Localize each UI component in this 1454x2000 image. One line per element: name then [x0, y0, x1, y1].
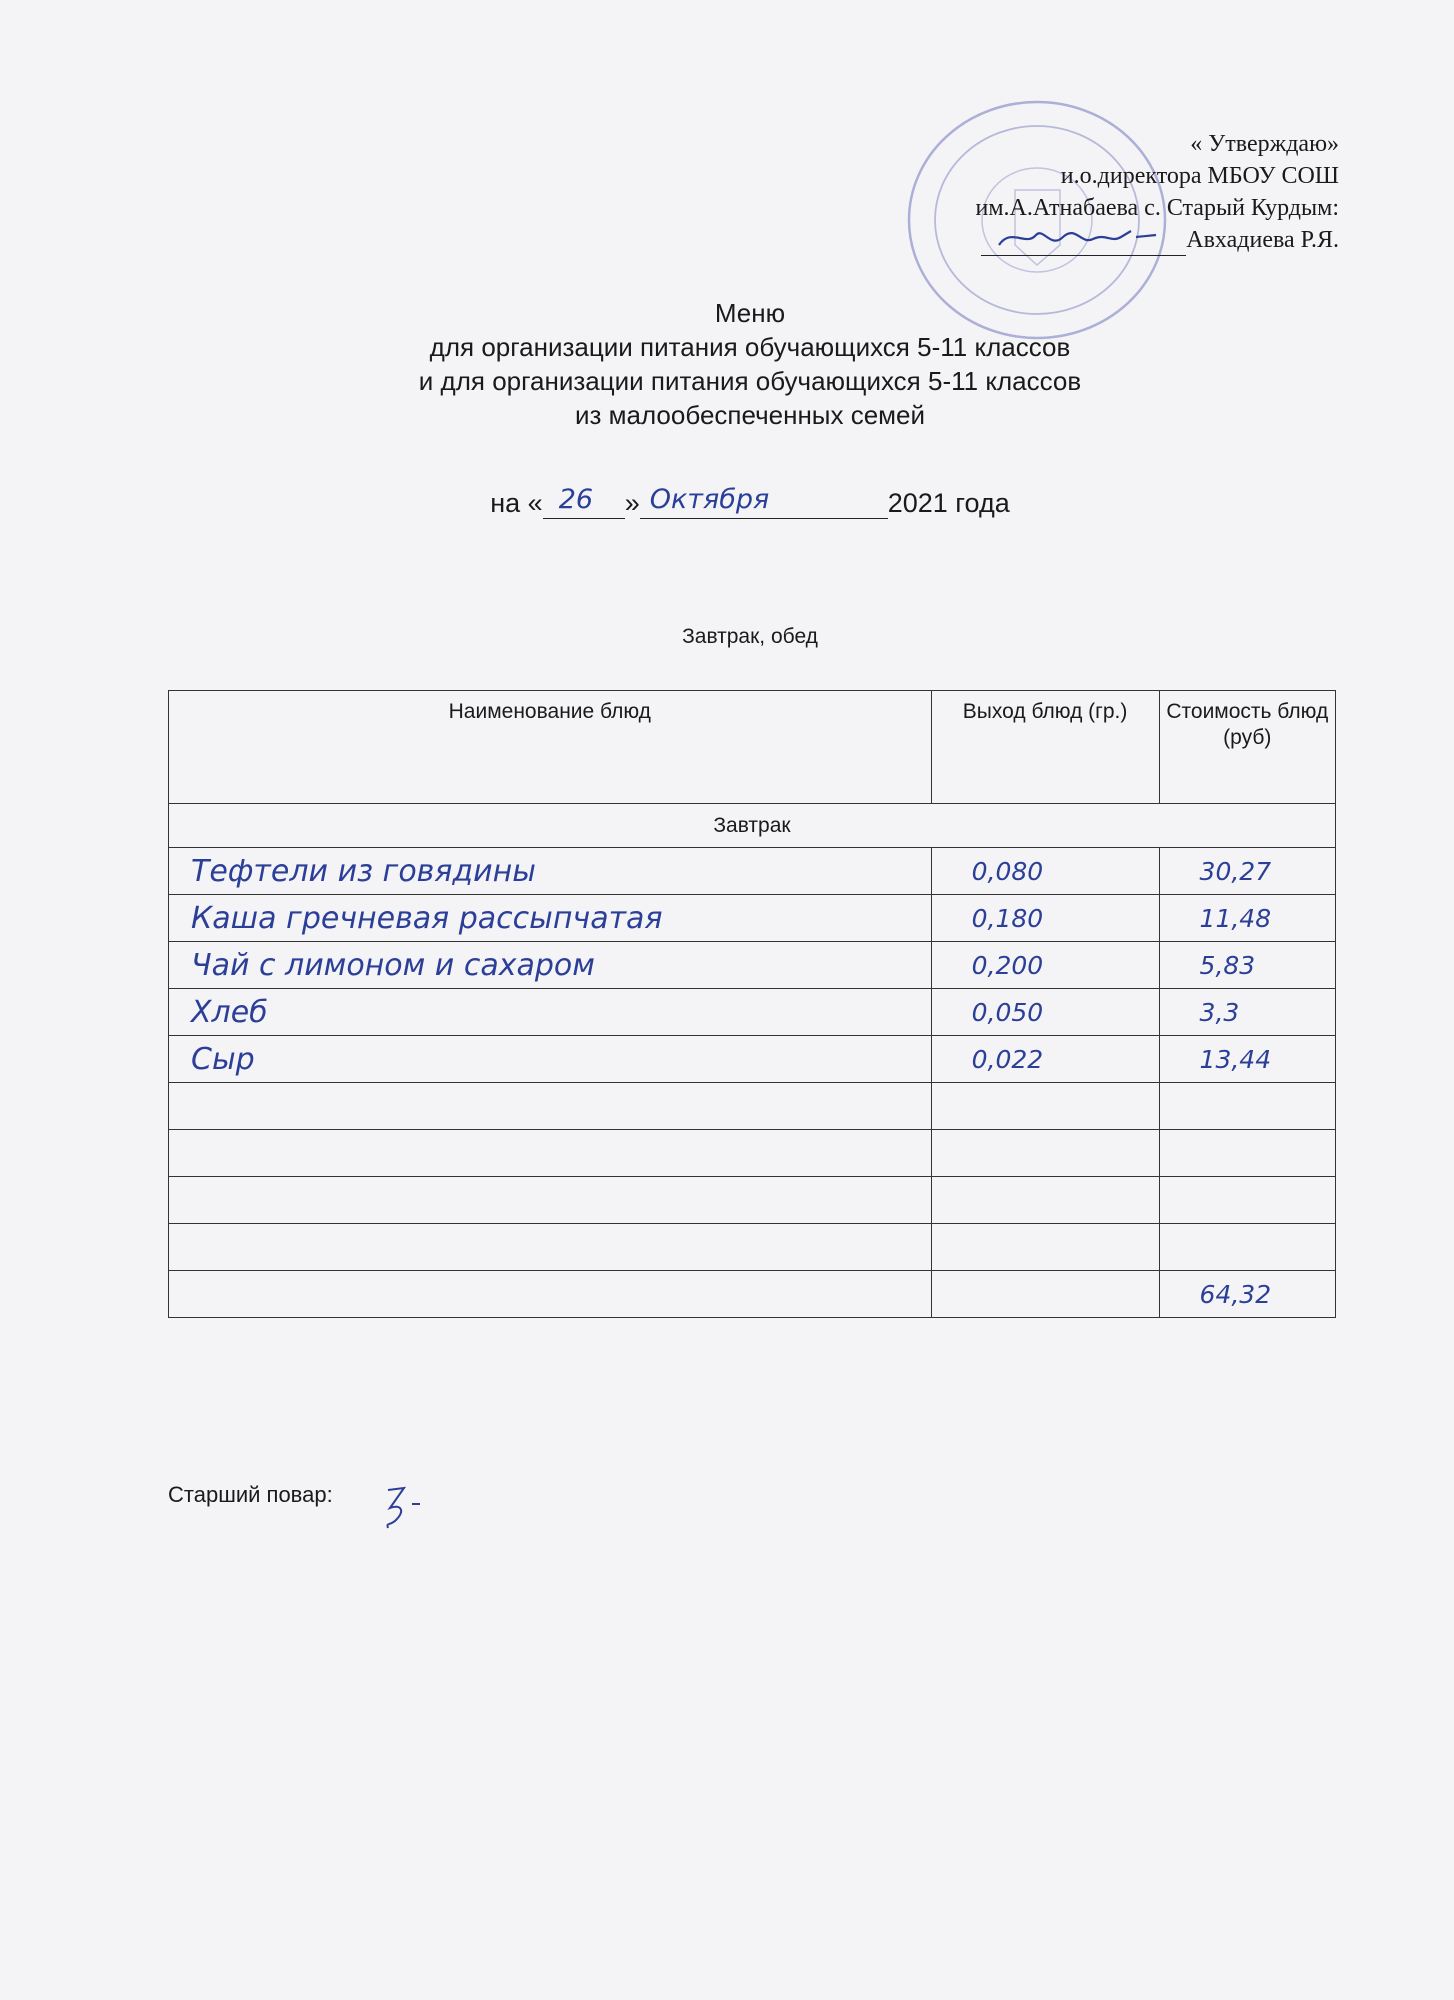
date-suffix: 2021 года — [887, 488, 1010, 518]
breakfast-section-label: Завтрак — [169, 804, 1336, 848]
title-line-3: и для организации питания обучающихся 5-11 классов — [418, 366, 1082, 396]
cost-cell — [1159, 1177, 1335, 1224]
portion-cell — [931, 1177, 1159, 1224]
table-row — [169, 1224, 1336, 1271]
table-row — [169, 1083, 1336, 1130]
dish-name-cell — [169, 1177, 932, 1224]
approval-position: и.о.директора МБОУ СОШ — [1060, 163, 1339, 189]
dish-name-cell: Хлеб — [169, 989, 932, 1036]
header-dish-name: Наименование блюд — [169, 691, 932, 804]
cook-signature — [380, 1482, 440, 1532]
table-row — [169, 1130, 1336, 1177]
dish-name-cell: Тефтели из говядины — [169, 848, 932, 895]
dish-name-cell — [169, 1224, 932, 1271]
cost-cell: 3,3 — [1159, 989, 1335, 1036]
header-cost: Стоимость блюд (руб) — [1159, 691, 1335, 804]
portion-cell — [931, 1224, 1159, 1271]
table-row — [169, 1271, 1336, 1318]
date-month: Октября — [649, 484, 770, 515]
date-day-field — [543, 484, 625, 519]
dish-name-cell — [169, 1271, 932, 1318]
document-title — [0, 296, 1454, 432]
menu-table — [168, 690, 1336, 1318]
approval-title: « Утверждаю» — [1190, 131, 1339, 157]
senior-cook-label: Старший повар: — [168, 1482, 333, 1507]
date-month-field — [640, 484, 888, 519]
approval-signer-name: Авхадиева Р.Я. — [1186, 227, 1339, 253]
title-line-1: Меню — [714, 298, 786, 328]
cost-cell: 30,27 — [1159, 848, 1335, 895]
title-line-2: для организации питания обучающихся 5-11 классов — [429, 332, 1071, 362]
portion-cell — [931, 1130, 1159, 1177]
date-prefix: на « — [490, 488, 543, 518]
date-mid: » — [624, 488, 640, 518]
table-header-row — [169, 691, 1336, 804]
meal-section-title: Завтрак, обед — [682, 625, 818, 648]
dish-name-cell — [169, 1130, 932, 1177]
portion-cell: 0,080 — [931, 848, 1159, 895]
table-row — [169, 1177, 1336, 1224]
approval-school: им.А.Атнабаева с. Старый Курдым: — [975, 195, 1339, 221]
cost-cell — [1159, 1224, 1335, 1271]
table-row — [169, 989, 1336, 1036]
menu-date — [0, 484, 1454, 519]
portion-cell — [931, 1083, 1159, 1130]
portion-cell: 0,022 — [931, 1036, 1159, 1083]
title-line-4: из малообеспеченных семей — [574, 400, 926, 430]
cost-cell: 13,44 — [1159, 1036, 1335, 1083]
dish-name-cell: Чай с лимоном и сахаром — [169, 942, 932, 989]
cost-cell: 11,48 — [1159, 895, 1335, 942]
breakfast-section-row — [169, 804, 1336, 848]
table-row — [169, 1036, 1336, 1083]
portion-cell — [931, 1271, 1159, 1318]
header-portion: Выход блюд (гр.) — [931, 691, 1159, 804]
cost-cell — [1159, 1083, 1335, 1130]
table-row — [169, 942, 1336, 989]
date-day: 26 — [558, 484, 594, 515]
cost-cell: 64,32 — [1159, 1271, 1335, 1318]
approval-block — [976, 128, 1340, 256]
dish-name-cell: Сыр — [169, 1036, 932, 1083]
dish-name-cell: Каша гречневая рассыпчатая — [169, 895, 932, 942]
approval-signature-row — [976, 224, 1340, 256]
director-signature — [981, 229, 1186, 256]
dish-name-cell — [169, 1083, 932, 1130]
cost-cell — [1159, 1130, 1335, 1177]
portion-cell: 0,200 — [931, 942, 1159, 989]
table-row — [169, 848, 1336, 895]
portion-cell: 0,180 — [931, 895, 1159, 942]
cost-cell: 5,83 — [1159, 942, 1335, 989]
portion-cell: 0,050 — [931, 989, 1159, 1036]
table-row — [169, 895, 1336, 942]
